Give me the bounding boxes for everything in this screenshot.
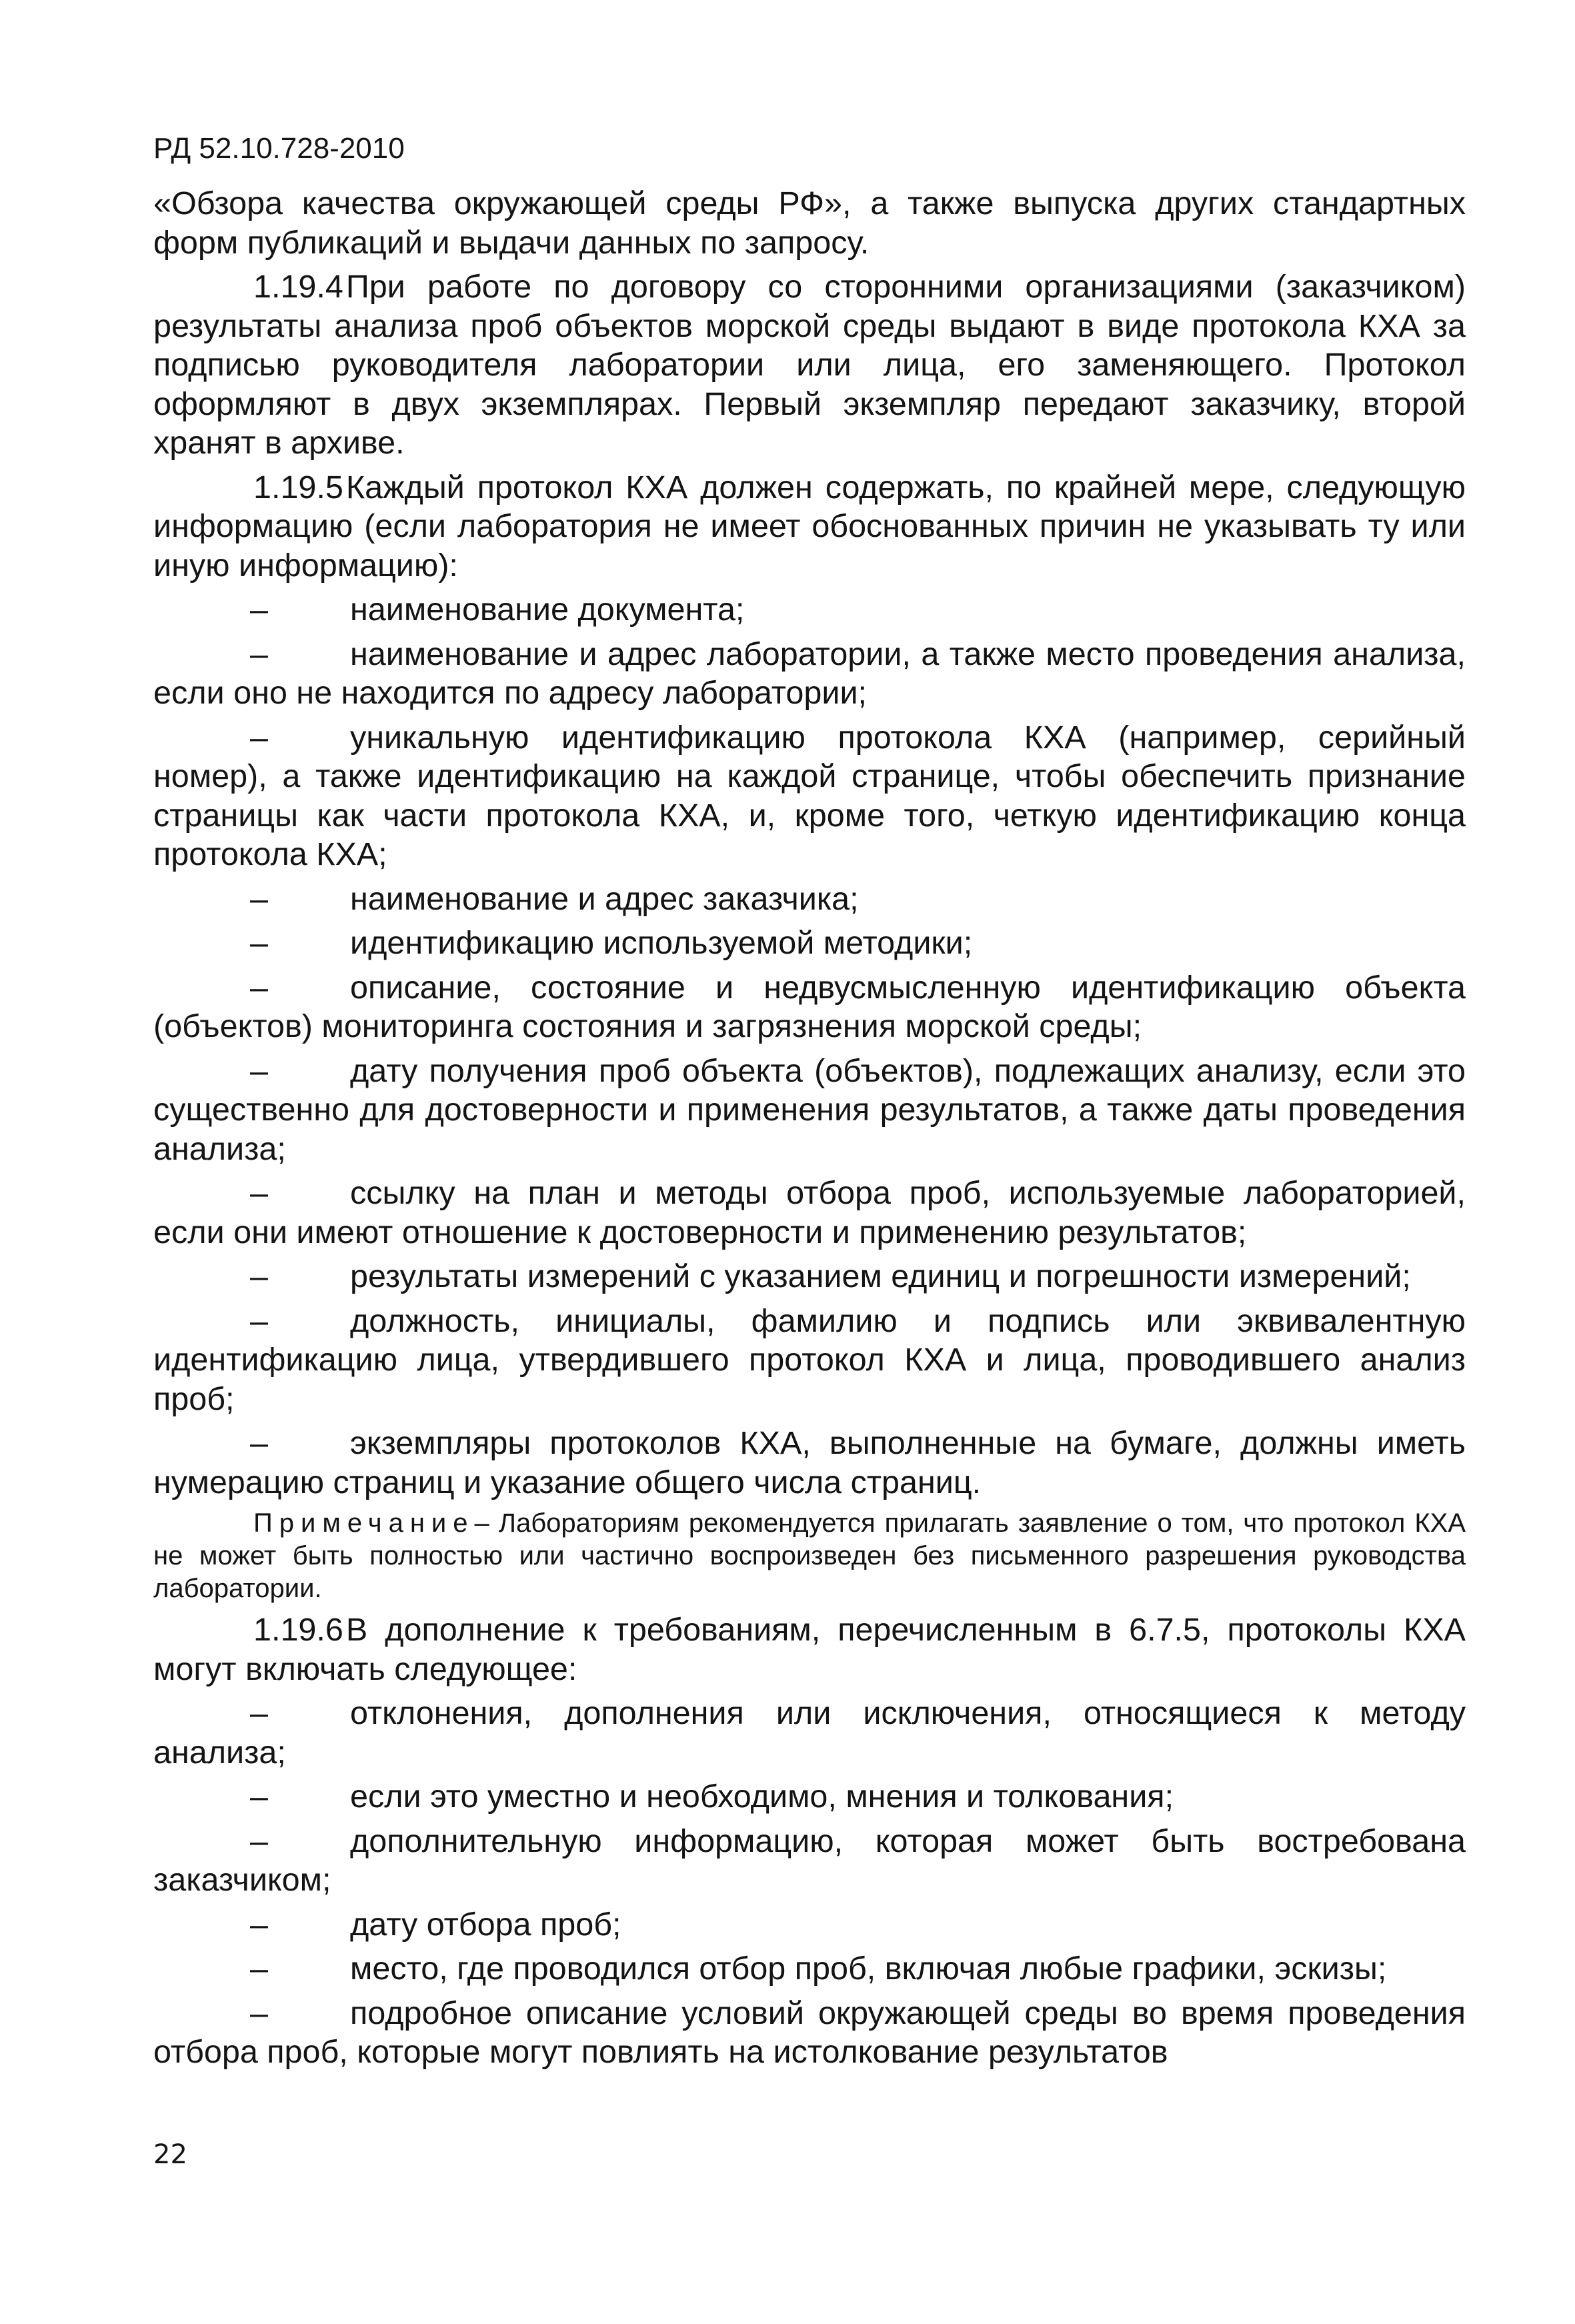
list-dash: –: [250, 592, 268, 628]
list-item-text: экземпляры протоколов КХА, выполненные на бумаге, должны иметь нумерацию страниц и указание общего числа страниц.: [153, 1425, 1466, 1500]
list-item: [153, 924, 1466, 963]
paragraph-text: В дополнение к требованиям, перечисленным в 6.7.5, протоколы КХА могут включать следующее:: [153, 1612, 1466, 1687]
paragraph-text: Каждый протокол КХА должен содержать, по крайней мере, следующую информацию (если лаборатория не имеет обоснованных причин не указывать ту или иную информацию):: [153, 469, 1466, 584]
list-item: [153, 1905, 1466, 1945]
paragraph-number: 1.19.4: [253, 269, 343, 305]
list-dash: –: [250, 880, 268, 917]
list-item: [153, 1424, 1466, 1502]
list-dash: –: [250, 719, 268, 756]
list-dash: –: [250, 1823, 268, 1859]
list-item: [153, 1777, 1466, 1817]
list-dash: –: [250, 1695, 268, 1731]
page-number: 22: [153, 2139, 187, 2170]
list-item-text: подробное описание условий окружающей среды во время проведения отбора проб, которые могут повлиять на истолкование результатов: [153, 1995, 1466, 2070]
paragraph-1-19-6: [153, 1610, 1466, 1688]
list-dash: –: [250, 925, 268, 961]
list-item-text: идентификацию используемой методики;: [350, 925, 973, 961]
list-item-text: ссылку на план и методы отбора проб, используемые лабораторией, если они имеют отношение к достоверности и применению результатов;: [153, 1175, 1466, 1250]
list-item-text: наименование документа;: [350, 592, 745, 628]
list-item: [153, 590, 1466, 630]
list-dash: –: [250, 1052, 268, 1089]
note-paragraph: [153, 1507, 1466, 1605]
list-item: [153, 1822, 1466, 1900]
list-dash: –: [250, 1175, 268, 1211]
list-item-text: описание, состояние и недвусмысленную идентификацию объекта (объектов) мониторинга состояния и загрязнения морской среды;: [153, 969, 1466, 1044]
list-dash: –: [250, 636, 268, 672]
list-item: [153, 635, 1466, 713]
list-item-text: дату получения проб объекта (объектов), подлежащих анализу, если это существенно для достоверности и применения результатов, а также даты проведения анализа;: [153, 1052, 1466, 1167]
list-item: [153, 1257, 1466, 1296]
list-item: [153, 1694, 1466, 1772]
note-label: Примечание: [253, 1508, 475, 1538]
paragraph-number: 1.19.6: [253, 1612, 343, 1648]
paragraph-number: 1.19.5: [253, 469, 343, 505]
list-item: [153, 1174, 1466, 1252]
list-dash: –: [250, 1779, 268, 1815]
list-dash: –: [250, 1425, 268, 1461]
list-item-text: дополнительную информацию, которая может быть востребована заказчиком;: [153, 1823, 1466, 1898]
document-body: [153, 184, 1466, 2072]
list-item-text: наименование и адрес лаборатории, а также место проведения анализа, если оно не находится по адресу лаборатории;: [153, 636, 1466, 711]
list-dash: –: [250, 1995, 268, 2031]
note-text: – Лабораториям рекомендуется прилагать заявление о том, что протокол КХА не может быть полностью или частично воспроизведен без письменного разрешения руководства лаборатории.: [153, 1508, 1466, 1603]
list-dash: –: [250, 1951, 268, 1987]
list-item-text: место, где проводился отбор проб, включая любые графики, эскизы;: [350, 1951, 1387, 1987]
list-dash: –: [250, 969, 268, 1006]
paragraph-text: При работе по договору со сторонними организациями (заказчиком) результаты анализа проб объектов морской среды выдают в виде протокола КХА за подписью руководителя лаборатории или лица, его заменяющего. Протокол оформляют в двух экземплярах. Первый экземпляр передают заказчику, второй хранят в архиве.: [153, 269, 1466, 461]
list-item: [153, 968, 1466, 1046]
list-item: [153, 1949, 1466, 1989]
list-item: [153, 718, 1466, 874]
list-item-text: дату отбора проб;: [350, 1906, 621, 1943]
paragraph-1-19-4: [153, 267, 1466, 463]
list-item-text: уникальную идентификацию протокола КХА (например, серийный номер), а также идентификацию на каждой странице, чтобы обеспечить признание страницы как части протокола КХА, и, кроме того, четкую идентификацию конца протокола КХА;: [153, 719, 1466, 872]
paragraph-1-19-5: [153, 468, 1466, 586]
list-item-text: если это уместно и необходимо, мнения и толкования;: [350, 1779, 1174, 1815]
document-header-code: РД 52.10.728-2010: [153, 132, 405, 165]
list-item-text: отклонения, дополнения или исключения, относящиеся к методу анализа;: [153, 1695, 1466, 1771]
list-dash: –: [250, 1906, 268, 1943]
list-dash: –: [250, 1302, 268, 1339]
intro-paragraph: «Обзора качества окружающей среды РФ», а также выпуска других стандартных форм публикаций и выдачи данных по запросу.: [153, 185, 1466, 261]
list-item: [153, 880, 1466, 919]
list-dash: –: [250, 1258, 268, 1294]
list-item: [153, 1994, 1466, 2072]
list-item-text: наименование и адрес заказчика;: [350, 880, 859, 917]
list-item-text: результаты измерений с указанием единиц и погрешности измерений;: [350, 1258, 1411, 1294]
list-item: [153, 1052, 1466, 1169]
list-item-text: должность, инициалы, фамилию и подпись или эквивалентную идентификацию лица, утвердившего протокол КХА и лица, проводившего анализ проб;: [153, 1302, 1466, 1417]
list-item: [153, 1302, 1466, 1419]
